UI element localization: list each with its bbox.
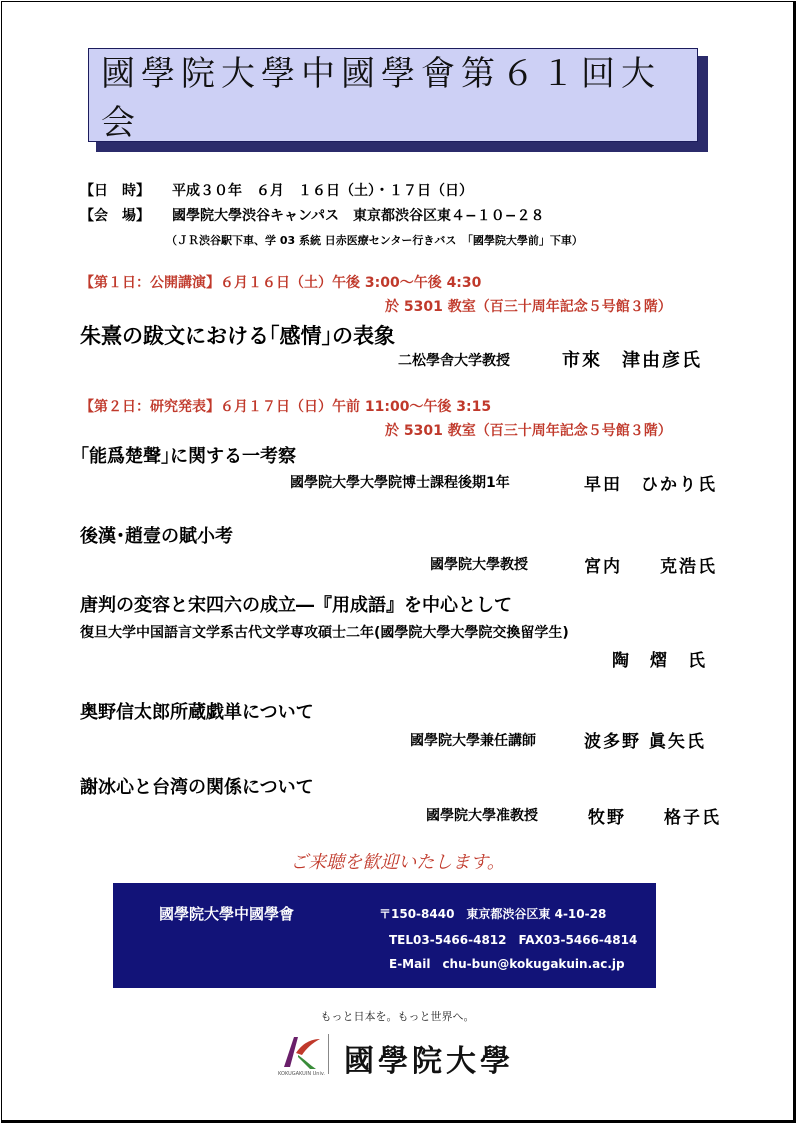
date-label: 【日 時】 bbox=[80, 183, 150, 199]
day2-talk-4-title: 奥野信太郎所蔵戯単について bbox=[80, 702, 314, 723]
day2-header: 【第２日：研究発表】６月１７日（日）午前 11:00〜午後 3:15 bbox=[80, 399, 492, 415]
day2-talk-3-title: 唐判の変容と宋四六の成立―『用成語』を中心として bbox=[80, 595, 512, 616]
access-note: （ＪＲ渋谷駅下車、学 03 系統 日赤医療センター行きバス 「國學院大學前」下車） bbox=[166, 234, 583, 247]
day1-header: 【第１日：公開講演】６月１６日（土）午後 3:00〜午後 4:30 bbox=[80, 275, 482, 291]
day1-room: 於 5301 教室（百三十周年記念５号館３階） bbox=[385, 299, 672, 315]
university-logo-text: 國學院大學 bbox=[344, 1044, 514, 1079]
contact-address: 〒150-8440 東京都渋谷区東 4-10-28 bbox=[379, 907, 607, 921]
contact-box bbox=[113, 883, 656, 988]
logo-divider bbox=[328, 1034, 329, 1074]
day2-talk-5-speaker: 牧野 格子氏 bbox=[588, 808, 721, 828]
day2-talk-3-speaker: 陶 熠 氏 bbox=[612, 651, 707, 671]
day1-talk-affiliation: 二松學舎大学教授 bbox=[398, 353, 510, 369]
contact-phone: TEL03-5466-4812 FAX03-5466-4814 bbox=[389, 933, 638, 947]
day2-room: 於 5301 教室（百三十周年記念５号館３階） bbox=[385, 423, 672, 439]
kokugakuin-k-logo-icon bbox=[276, 1033, 322, 1073]
venue-label: 【会 場】 bbox=[80, 208, 150, 224]
day2-talk-5-title: 謝冰心と台湾の関係について bbox=[80, 777, 314, 798]
venue-value: 國學院大學渋谷キャンパス 東京都渋谷区東４−１０−２８ bbox=[172, 208, 545, 224]
day1-talk-speaker: 市來 津由彦氏 bbox=[562, 350, 702, 371]
tagline: もっと日本を。もっと世界へ。 bbox=[320, 1010, 475, 1023]
day2-talk-4-speaker: 波多野 眞矢氏 bbox=[584, 732, 706, 752]
day2-talk-2-title: 後漢･趙壹の賦小考 bbox=[80, 526, 233, 547]
event-title: 國學院大學中國學會第６１回大会 bbox=[101, 54, 661, 143]
day2-talk-1-speaker: 早田 ひかり氏 bbox=[584, 475, 717, 495]
contact-email[interactable]: E-Mail chu-bun@kokugakuin.ac.jp bbox=[389, 957, 625, 971]
day2-talk-3-affiliation: 復旦大学中国語言文学系古代文学専攻碩士二年(國學院大學大學院交換留学生) bbox=[80, 625, 569, 641]
logo-subtext: KOKUGAKUIN Univ. bbox=[278, 1071, 326, 1077]
day2-talk-2-affiliation: 國學院大學教授 bbox=[430, 557, 528, 573]
day2-talk-1-affiliation: 國學院大學大學院博士課程後期1年 bbox=[290, 475, 510, 491]
day2-talk-4-affiliation: 國學院大學兼任講師 bbox=[410, 733, 536, 749]
day1-talk-title: 朱熹の跋文における｢感情｣の表象 bbox=[80, 324, 395, 348]
day2-talk-2-speaker: 宮内 克浩氏 bbox=[584, 557, 717, 577]
event-title-box bbox=[88, 48, 698, 142]
welcome-message: ご来聴を歓迎いたします。 bbox=[290, 852, 505, 873]
day2-talk-1-title: ｢能爲楚聲｣に関する一考察 bbox=[80, 446, 296, 467]
contact-org: 國學院大學中國學會 bbox=[159, 905, 295, 923]
day2-talk-5-affiliation: 國學院大學准教授 bbox=[426, 808, 538, 824]
date-value: 平成３０年 ６月 １６日（土）・１７日（日） bbox=[172, 183, 473, 199]
